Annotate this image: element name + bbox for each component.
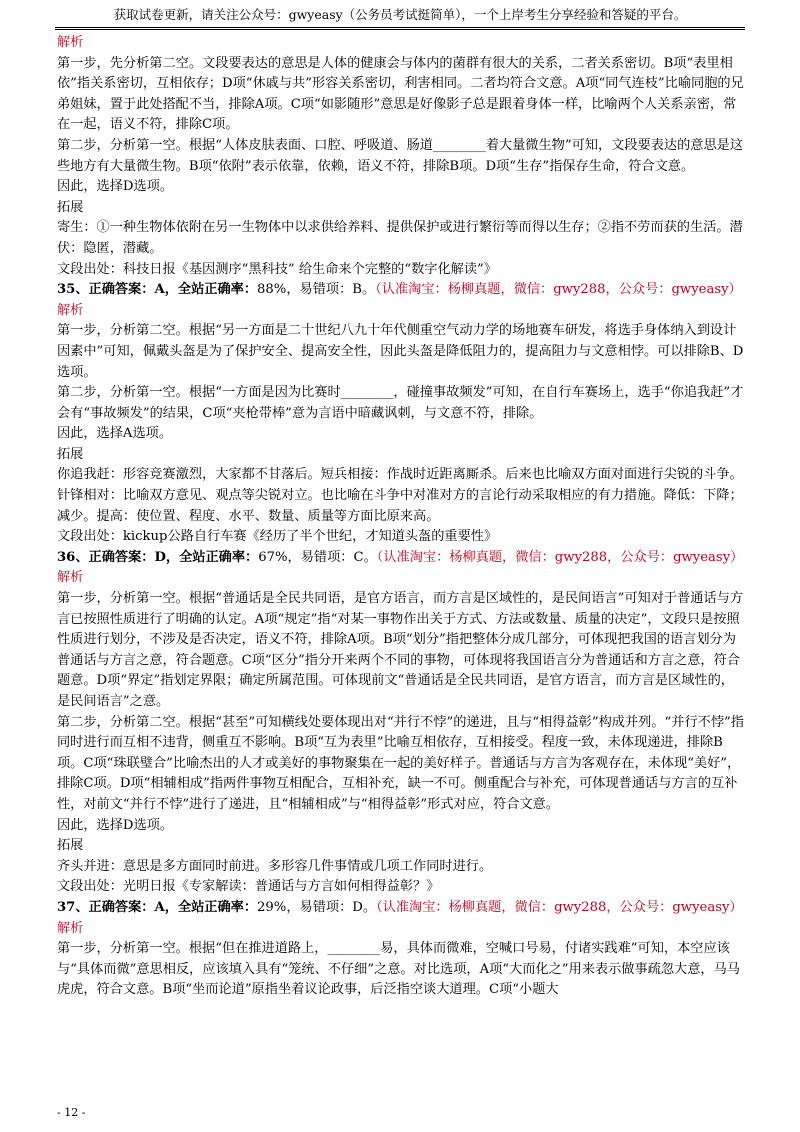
q35-analysis-step2: 第二步，分析第一空。根据“一方面是因为比赛时________，碰撞事故频发”可知，在自行车赛场上，选手“你追我赶”才会有“事故频发”的结果，C项“夹枪带棒”意为言语中暗藏讽刺，与文意不符，排除。 <box>57 385 744 421</box>
q35-answer: 35、正确答案：A，全站正确率： <box>57 282 258 298</box>
q36-conclusion: 因此，选择D选项。 <box>57 817 174 833</box>
q36-rate: 67% <box>258 549 288 565</box>
q36-analysis-step1: 第一步，分析第一空。根据“普通话是全民共同语，是官方语言，而方言是区域性的，是民间语言”可知对于普通话与方言已按照性质进行了明确的认定。A项“规定”指“对某一事物作出关于方式、方法或数量、质量的决定”，文段只是按照性质进行划分，不涉及是否决定，语义不符，排除A项。B项“划分”指把整体分成几部分，可体现把我国的语言划分为普通话与方言之意，符合题意。C项“区分”指分开来两个不同的事物，可体现将我国语言分为普通话和方言之意，符合题意。D项“界定”指划定界限；确定所属范围。可体现前文“普通话是全民共同语，是官方语言，而方言是区域性的，是民间语言”之意。 <box>57 591 744 709</box>
q35-analysis-step1: 第一步，分析第二空。根据“另一方面是二十世纪八九十年代侧重空气动力学的场地赛车研发，将选手身体纳入到设计因素中”可知，佩戴头盔是为了保护安全、提高安全性，因此头盔是降低阻力的，提高阻力与文意相悖。可以排除B、D选项。 <box>57 323 744 380</box>
analysis-label: 解析 <box>57 35 84 50</box>
q37-answer: 37、正确答案：A，全站正确率： <box>57 899 258 915</box>
extension-label: 拓展 <box>57 838 84 854</box>
q35-source: 文段出处：kickup公路自行车赛《经历了半个世纪，才知道头盔的重要性》 <box>57 529 498 545</box>
page-header: 获取试卷更新，请关注公众号：gwyeasy（公务员考试挺简单），一个上岸考生分享经验和答疑的平台。 <box>113 7 687 22</box>
q36-promo: （认准淘宝：杨柳真题，微信：gwy288，公众号：gwyeasy） <box>376 549 744 565</box>
q34-analysis-step1: 第一步，先分析第二空。文段要表达的意思是人体的健康会与体内的菌群有很大的关系，二者关系密切。B项“表里相依”指关系密切，互相依存；D项“休戚与共”形容关系密切，利害相同。二者均符合文意。A项“同气连枝”比喻同胞的兄弟姐妹，置于此处搭配不当，排除A项。C项“如影随形”意思是好像影子总是跟着身体一样，比喻两个人关系亲密，常在一起，语义不符，排除C项。 <box>57 55 744 133</box>
q37-rate: 29% <box>257 899 287 915</box>
q34-source: 文段出处：科技日报《基因测序“黑科技” 给生命来个完整的“数字化解读”》 <box>57 261 497 277</box>
q36-answer: 36、正确答案：D，全站正确率： <box>57 549 259 565</box>
q35-wrong: ，易错项：B。 <box>286 282 376 298</box>
q36-wrong: ，易错项：C。 <box>287 549 377 565</box>
document-body <box>57 33 745 1001</box>
header-divider <box>55 27 745 30</box>
analysis-label: 解析 <box>57 570 84 586</box>
q34-analysis-step2: 第二步，分析第一空。根据“人体皮肤表面、口腔、呼吸道、肠道________着大量微生物”可知，文段要表达的意思是这些地方有大量微生物。B项“依附”表示依靠，依赖，语义不符，排除B项。D项“生存”指保存生命，符合文意。 <box>57 137 744 174</box>
q35-extension-text: 你追我赶：形容竞赛激烈，大家都不甘落后。短兵相接：作战时近距离厮杀。后来也比喻双方面对面进行尖锐的斗争。针锋相对：比喻双方意见、观点等尖锐对立。也比喻在斗争中对准对方的言论行动采取相应的有力措施。降低：下降；减少。提高：使位置、程度、水平、数量、质量等方面比原来高。 <box>57 467 743 524</box>
analysis-label: 解析 <box>57 302 84 318</box>
q37-analysis-step1: 第一步，分析第一空。根据“但在推进道路上，________易，具体而微难，空喊口号易，付诸实践难”可知，本空应该与“具体而微”意思相反，应该填入具有“笼统、不仔细”之意。对比选项，A项“大而化之”用来表示做事疏忽大意，马马虎虎，符合文意。B项“坐而论道”原指坐着议论政事，后泛指空谈大道理。C项“小题大 <box>57 941 740 998</box>
q35-answer-line <box>57 280 745 301</box>
extension-label: 拓展 <box>57 446 84 462</box>
page-number: - 12 - <box>57 1106 86 1119</box>
q35-conclusion: 因此，选择A选项。 <box>57 426 173 442</box>
q37-promo: （认准淘宝：杨柳真题，微信：gwy288，公众号：gwyeasy） <box>376 899 743 915</box>
q37-wrong: ，易错项：D。 <box>286 899 377 915</box>
q35-rate: 88% <box>257 282 287 298</box>
extension-label: 拓展 <box>57 199 84 215</box>
q36-answer-line <box>57 548 745 569</box>
q36-extension-text: 齐头并进：意思是多方面同时前进。多形容几件事情或几项工作同时进行。 <box>57 858 493 874</box>
q35-promo: （认准淘宝：杨柳真题，微信：gwy288，公众号：gwyeasy） <box>375 282 742 298</box>
analysis-label: 解析 <box>57 920 84 936</box>
q37-answer-line <box>57 898 745 919</box>
q34-extension-text: 寄生：①一种生物体依附在另一生物体中以求供给养料、提供保护或进行繁衍等而得以生存；②指不劳而获的生活。潜伏：隐匿，潜藏。 <box>57 220 743 256</box>
q36-analysis-step2: 第二步，分析第二空。根据“甚至”可知横线处要体现出对“并行不悖”的递进，且与“相得益彰”构成并列。“并行不悖”指同时进行而互相不违背，侧重互不影响。B项“互为表里”比喻互相依存，互相接受。程度一致，未体现递进，排除B项。C项“珠联璧合”比喻杰出的人才或美好的事物聚集在一起的美好样子。普通话与方言为客观存在，未体现“美好”，排除C项。D项“相辅相成”指两件事物互相配合，互相补充，缺一不可。侧重配合与补充，可体现普通话与方言的互补性，对前文“并行不悖”进行了递进，且“相辅相成”与“相得益彰”形式对应，符合文意。 <box>57 714 744 812</box>
q34-conclusion: 因此，选择D选项。 <box>57 179 174 195</box>
q36-source: 文段出处：光明日报《专家解读：普通话与方言如何相得益彰？》 <box>57 879 440 895</box>
